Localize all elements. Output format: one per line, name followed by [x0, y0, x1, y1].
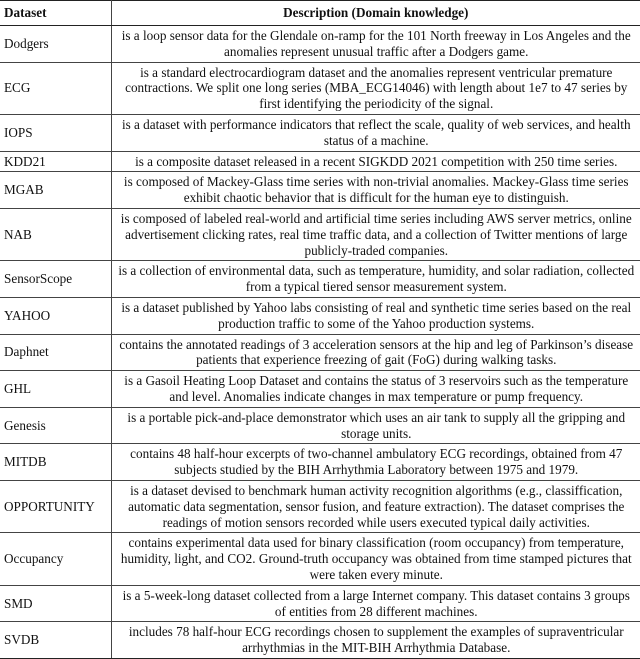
dataset-name-cell: IOPS [0, 114, 111, 151]
dataset-description-cell: is a portable pick-and-place demonstrator which uses an air tank to supply all the gripping and storage units. [111, 407, 640, 444]
dataset-name-cell: Daphnet [0, 334, 111, 371]
table-row [0, 297, 640, 334]
dataset-name-cell: Occupancy [0, 533, 111, 585]
table-row [0, 261, 640, 298]
dataset-name-cell: MITDB [0, 444, 111, 481]
dataset-name-cell: Dodgers [0, 26, 111, 63]
table-body [0, 26, 640, 659]
table-row [0, 371, 640, 408]
dataset-description-cell: is a dataset devised to benchmark human activity recognition algorithms (e.g., classiffication, automatic data segmentation, sensor fusion, and feature extraction). The dataset comprises the readings of motion sensors recorded while users executed typical daily activities. [111, 480, 640, 532]
table-row [0, 444, 640, 481]
dataset-description-cell: contains 48 half-hour excerpts of two-channel ambulatory ECG recordings, obtained from 47 subjects studied by the BIH Arrhythmia Laboratory between 1975 and 1979. [111, 444, 640, 481]
dataset-description-cell: is composed of labeled real-world and artificial time series including AWS server metrics, online advertisement clicking rates, real time traffic data, and a collection of Twitter mentions of large publicly-traded companies. [111, 208, 640, 260]
dataset-description-cell: is a composite dataset released in a recent SIGKDD 2021 competition with 250 time series. [111, 151, 640, 172]
dataset-description-cell: is a dataset with performance indicators that reflect the scale, quality of web services, and health status of a machine. [111, 114, 640, 151]
dataset-description-cell: is composed of Mackey-Glass time series with non-trivial anomalies. Mackey-Glass time series exhibit chaotic behavior that is difficult for the human eye to distinguish. [111, 172, 640, 209]
dataset-description-cell: contains the annotated readings of 3 acceleration sensors at the hip and leg of Parkinson’s disease patients that experience freezing of gait (FoG) during walking tasks. [111, 334, 640, 371]
table-row [0, 585, 640, 622]
dataset-name-cell: SMD [0, 585, 111, 622]
dataset-description-cell: is a 5-week-long dataset collected from a large Internet company. This dataset contains 3 groups of entities from 28 different machines. [111, 585, 640, 622]
dataset-description-cell: is a collection of environmental data, such as temperature, humidity, and solar radiation, collected from a typical tiered sensor measurement system. [111, 261, 640, 298]
table-row [0, 62, 640, 114]
table-row [0, 172, 640, 209]
dataset-description-cell: is a standard electrocardiogram dataset and the anomalies represent ventricular premature contractions. We split one long series (MBA_ECG14046) with length about 1e7 to 47 series by first identifying the periodicity of the signal. [111, 62, 640, 114]
dataset-name-cell: ECG [0, 62, 111, 114]
table-row [0, 114, 640, 151]
dataset-description-cell: is a loop sensor data for the Glendale on-ramp for the 101 North freeway in Los Angeles and the anomalies represent unusual traffic after a Dodgers game. [111, 26, 640, 63]
dataset-name-cell: YAHOO [0, 297, 111, 334]
dataset-name-cell: GHL [0, 371, 111, 408]
dataset-description-cell: contains experimental data used for binary classification (room occupancy) from temperature, humidity, light, and CO2. Ground-truth occupancy was obtained from time stamped pictures that were taken every minute. [111, 533, 640, 585]
table-row [0, 622, 640, 659]
table-row [0, 26, 640, 63]
table-header-row [0, 1, 640, 26]
table-row [0, 533, 640, 585]
dataset-name-cell: KDD21 [0, 151, 111, 172]
dataset-name-cell: NAB [0, 208, 111, 260]
dataset-name-cell: Genesis [0, 407, 111, 444]
table-row [0, 480, 640, 532]
dataset-description-cell: is a Gasoil Heating Loop Dataset and contains the status of 3 reservoirs such as the temperature and level. Anomalies indicate changes in max temperature or pump frequency. [111, 371, 640, 408]
table-row [0, 151, 640, 172]
table-row [0, 407, 640, 444]
table-row [0, 334, 640, 371]
dataset-description-cell: includes 78 half-hour ECG recordings chosen to supplement the examples of supraventricular arrhythmias in the MIT-BIH Arrhythmia Database. [111, 622, 640, 659]
table-row [0, 208, 640, 260]
dataset-name-cell: MGAB [0, 172, 111, 209]
dataset-name-cell: SVDB [0, 622, 111, 659]
dataset-description-cell: is a dataset published by Yahoo labs consisting of real and synthetic time series based on the real production traffic to some of the Yahoo production systems. [111, 297, 640, 334]
header-description: Description (Domain knowledge) [111, 1, 640, 26]
dataset-name-cell: OPPORTUNITY [0, 480, 111, 532]
header-dataset: Dataset [0, 1, 111, 26]
dataset-name-cell: SensorScope [0, 261, 111, 298]
